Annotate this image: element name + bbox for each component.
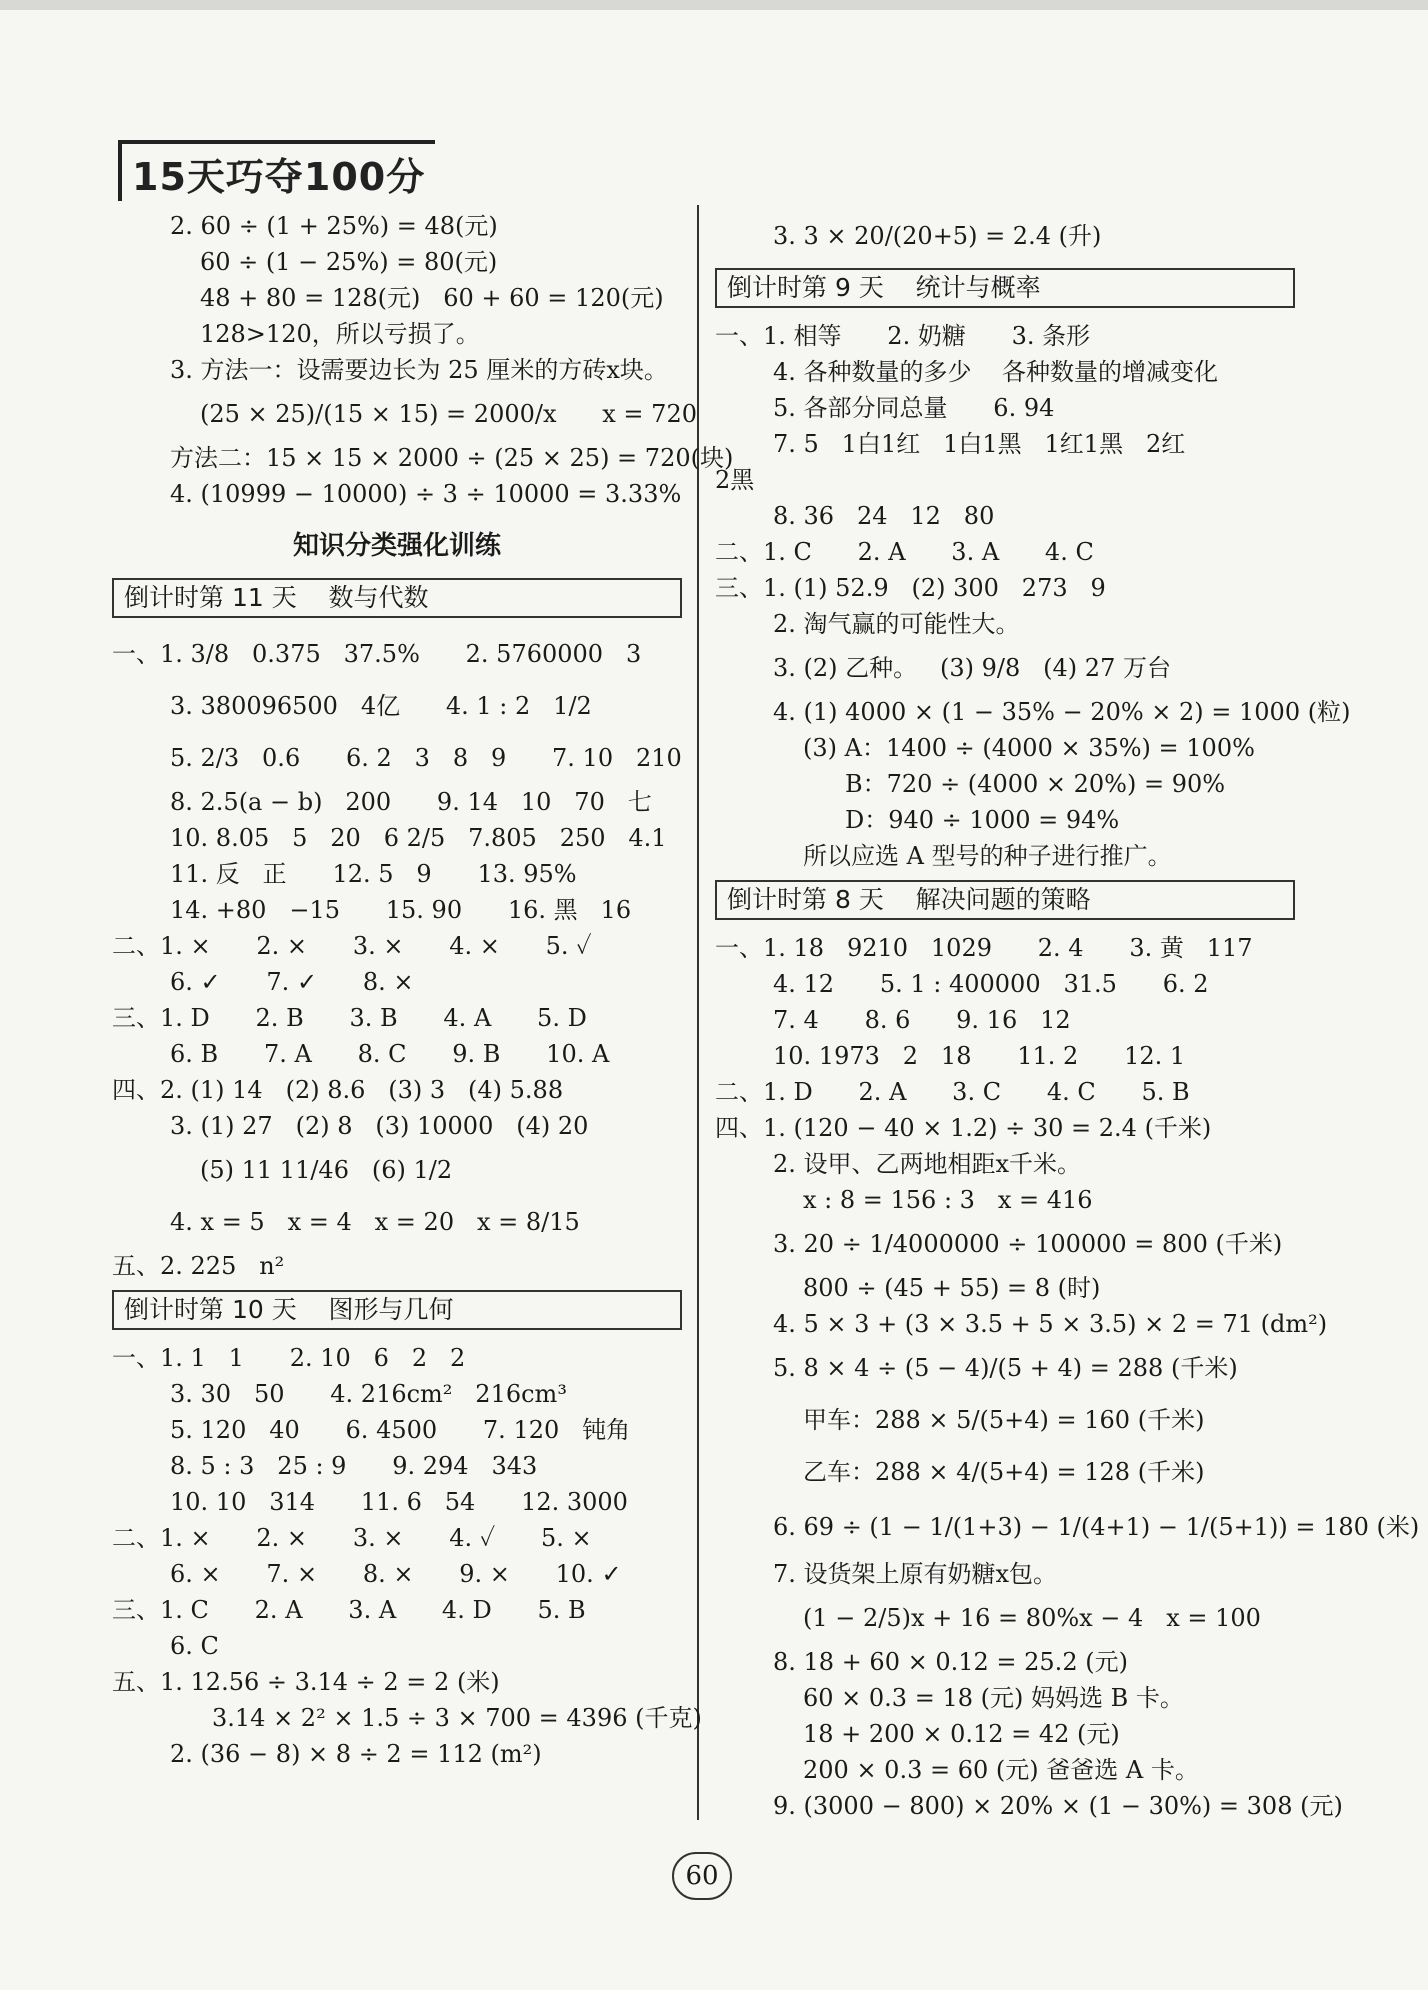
answer-line: 五、2. 225 n² (112, 1252, 285, 1280)
answer-line: 四、1. (120 − 40 × 1.2) ÷ 30 = 2.4 (千米) (715, 1114, 1212, 1142)
day10-header: 倒计时第 10 天 图形与几何 (112, 1290, 682, 1330)
answer-line: 7. 5 1白1红 1白1黑 1红1黑 2红 (773, 430, 1186, 458)
answer-line: 5. 各部分同总量 6. 94 (773, 394, 1055, 422)
answer-line: 所以应选 A 型号的种子进行推广。 (803, 842, 1172, 870)
answer-line: 乙车：288 × 4/(5+4) = 128 (千米) (803, 1458, 1205, 1486)
answer-line: 2. (36 − 8) × 8 ÷ 2 = 112 (m²) (170, 1740, 542, 1768)
answer-line: 四、2. (1) 14 (2) 8.6 (3) 3 (4) 5.88 (112, 1076, 564, 1104)
answer-line: 三、1. D 2. B 3. B 4. A 5. D (112, 1004, 587, 1032)
answer-line: 18 + 200 × 0.12 = 42 (元) (803, 1720, 1120, 1748)
answer-line: 5. 2/3 0.6 6. 2 3 8 9 7. 10 210 (170, 744, 682, 772)
answer-line: (1 − 2/5)x + 16 = 80%x − 4 x = 100 (803, 1604, 1261, 1632)
answer-line: 6. 69 ÷ (1 − 1/(1+3) − 1/(4+1) − 1/(5+1)) = 180 (米) (773, 1513, 1420, 1541)
answer-line: 9. (3000 − 800) × 20% × (1 − 30%) = 308 (元) (773, 1792, 1343, 1820)
answer-line: 三、1. (1) 52.9 (2) 300 273 9 (715, 574, 1106, 602)
answer-line: 3.14 × 2² × 1.5 ÷ 3 × 700 = 4396 (千克) (212, 1704, 702, 1732)
answer-line: 8. 2.5(a − b) 200 9. 14 10 70 七 (170, 788, 652, 816)
answer-line: 4. (10999 − 10000) ÷ 3 ÷ 10000 = 3.33% (170, 480, 682, 508)
answer-line: 5. 8 × 4 ÷ (5 − 4)/(5 + 4) = 288 (千米) (773, 1354, 1238, 1382)
answer-line: 方法二：15 × 15 × 2000 ÷ (25 × 25) = 720(块) (170, 444, 734, 472)
answer-line: B：720 ÷ (4000 × 20%) = 90% (845, 770, 1226, 798)
answer-line: 4. 各种数量的多少 各种数量的增减变化 (773, 358, 1219, 386)
answer-line: 4. x = 5 x = 4 x = 20 x = 8/15 (170, 1208, 580, 1236)
answer-line: 7. 4 8. 6 9. 16 12 (773, 1006, 1071, 1034)
answer-line: 3. 方法一：设需要边长为 25 厘米的方砖x块。 (170, 356, 668, 384)
answer-line: 甲车：288 × 5/(5+4) = 160 (千米) (803, 1406, 1205, 1434)
answer-line: 4. 5 × 3 + (3 × 3.5 + 5 × 3.5) × 2 = 71 (dm²) (773, 1310, 1328, 1338)
answer-line: 2. 60 ÷ (1 + 25%) = 48(元) (170, 212, 498, 240)
answer-line: 10. 10 314 11. 6 54 12. 3000 (170, 1488, 628, 1516)
answer-line: 8. 5 : 3 25 : 9 9. 294 343 (170, 1452, 538, 1480)
answer-line: 二、1. D 2. A 3. C 4. C 5. B (715, 1078, 1190, 1106)
answer-line: 14. +80 −15 15. 90 16. 黑 16 (170, 896, 632, 924)
left-column (112, 208, 734, 1772)
answer-line: 2. 设甲、乙两地相距x千米。 (773, 1150, 1082, 1178)
right-column (715, 210, 1420, 1824)
answer-line: 3. (1) 27 (2) 8 (3) 10000 (4) 20 (170, 1112, 589, 1140)
answer-line: 3. 30 50 4. 216cm² 216cm³ (170, 1380, 567, 1408)
answer-line: 6. C (170, 1632, 219, 1660)
answer-line: 8. 36 24 12 80 (773, 502, 995, 530)
answer-line: 200 × 0.3 = 60 (元) 爸爸选 A 卡。 (803, 1756, 1199, 1784)
day11-header: 倒计时第 11 天 数与代数 (112, 578, 682, 618)
section-title: 知识分类强化训练 (292, 531, 501, 561)
brand-logo: 15天巧夺100分 (118, 140, 435, 201)
answer-line: 60 × 0.3 = 18 (元) 妈妈选 B 卡。 (803, 1684, 1184, 1712)
answer-line: 6. ✓ 7. ✓ 8. × (170, 968, 414, 996)
answer-line: 60 ÷ (1 − 25%) = 80(元) (200, 248, 498, 276)
answer-line: 三、1. C 2. A 3. A 4. D 5. B (112, 1596, 586, 1624)
answer-line: 2黑 (715, 466, 755, 494)
answer-line: (3) A：1400 ÷ (4000 × 35%) = 100% (803, 734, 1255, 762)
answer-line: 10. 8.05 5 20 6 2/5 7.805 250 4.1 (170, 824, 667, 852)
page-number: 60 (672, 1852, 732, 1900)
answer-line: 2. 淘气赢的可能性大。 (773, 610, 1020, 638)
answer-line: 10. 1973 2 18 11. 2 12. 1 (773, 1042, 1186, 1070)
answer-line: 3. 380096500 4亿 4. 1 : 2 1/2 (170, 692, 592, 720)
answer-line: 一、1. 18 9210 1029 2. 4 3. 黄 117 (715, 934, 1253, 962)
answer-line: 8. 18 + 60 × 0.12 = 25.2 (元) (773, 1648, 1128, 1676)
day8-header: 倒计时第 8 天 解决问题的策略 (715, 880, 1295, 920)
answer-line: 二、1. × 2. × 3. × 4. ✓ 5. × (112, 1524, 592, 1552)
answer-line: 3. 3 × 20/(20+5) = 2.4 (升) (773, 222, 1102, 250)
answer-line: 6. B 7. A 8. C 9. B 10. A (170, 1040, 610, 1068)
answer-line: 800 ÷ (45 + 55) = 8 (时) (803, 1274, 1101, 1302)
answer-line: 7. 设货架上原有奶糖x包。 (773, 1560, 1058, 1588)
answer-line: 一、1. 3/8 0.375 37.5% 2. 5760000 3 (112, 640, 642, 668)
answer-line: (5) 11 11/46 (6) 1/2 (200, 1156, 453, 1184)
answer-line: 一、1. 相等 2. 奶糖 3. 条形 (715, 322, 1091, 350)
answer-line: 5. 120 40 6. 4500 7. 120 钝角 (170, 1416, 631, 1444)
page-top-edge (0, 0, 1428, 10)
answer-line: 二、1. × 2. × 3. × 4. × 5. ✓ (112, 932, 592, 960)
answer-line: (25 × 25)/(15 × 15) = 2000/x x = 720 (200, 400, 697, 428)
answer-line: 3. (2) 乙种。 (3) 9/8 (4) 27 万台 (773, 654, 1171, 682)
answer-line: 6. × 7. × 8. × 9. × 10. ✓ (170, 1560, 622, 1588)
answer-line: x : 8 = 156 : 3 x = 416 (803, 1186, 1093, 1214)
answer-line: 4. (1) 4000 × (1 − 35% − 20% × 2) = 1000 (粒) (773, 698, 1351, 726)
day9-header: 倒计时第 9 天 统计与概率 (715, 268, 1295, 308)
answer-line: 128>120，所以亏损了。 (200, 320, 480, 348)
answer-line: 五、1. 12.56 ÷ 3.14 ÷ 2 = 2 (米) (112, 1668, 500, 1696)
answer-line: D：940 ÷ 1000 = 94% (845, 806, 1120, 834)
answer-line: 一、1. 1 1 2. 10 6 2 2 (112, 1344, 466, 1372)
answer-line: 二、1. C 2. A 3. A 4. C (715, 538, 1094, 566)
answer-line: 11. 反 正 12. 5 9 13. 95% (170, 860, 577, 888)
answer-line: 4. 12 5. 1 : 400000 31.5 6. 2 (773, 970, 1209, 998)
answer-line: 48 + 80 = 128(元) 60 + 60 = 120(元) (200, 284, 664, 312)
answer-line: 3. 20 ÷ 1/4000000 ÷ 100000 = 800 (千米) (773, 1230, 1283, 1258)
